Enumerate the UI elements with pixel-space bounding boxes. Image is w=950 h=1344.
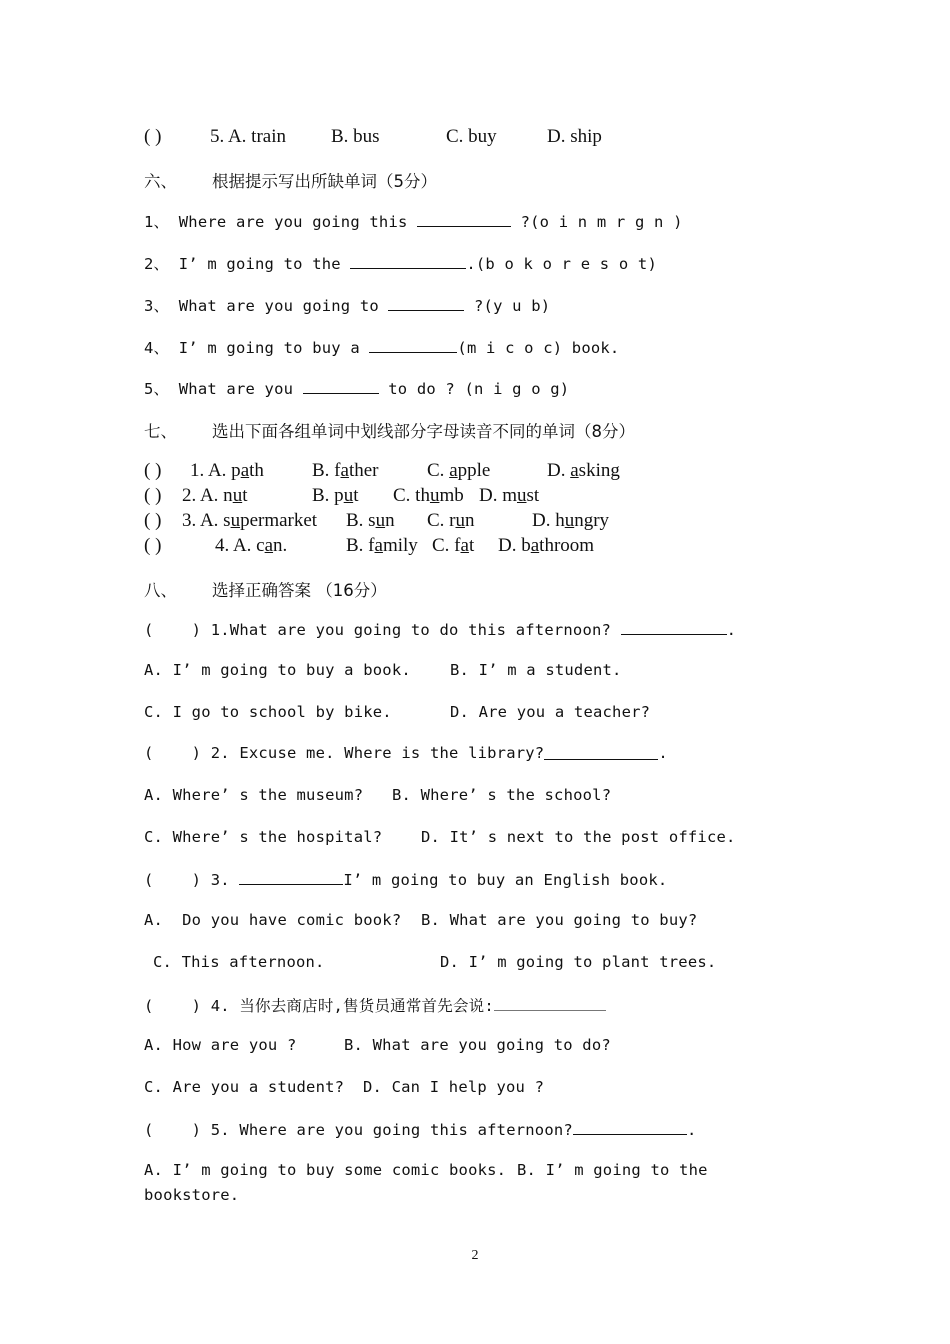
- answer-blank[interactable]: .: [544, 744, 658, 760]
- fill-item-3: 3、 What are you going to ?(y u b): [144, 297, 551, 315]
- option-d: D. must: [479, 485, 540, 506]
- option-a: 3. A. supermarket: [182, 510, 318, 531]
- option-b: B. father: [312, 460, 379, 481]
- section-number: 八、: [144, 581, 177, 600]
- option-a: 1. A. path: [190, 460, 264, 481]
- option-d: D. asking: [547, 460, 620, 481]
- answer-blank[interactable]: [573, 1119, 687, 1135]
- fill-item-2: 2、 I’ m going to the .(b o k o r e s o t): [144, 255, 657, 273]
- answer-blank[interactable]: [303, 378, 379, 394]
- fill-item-1: 1、 Where are you going this ?(o i n m r g n ): [144, 213, 683, 231]
- section-title: 根据提示写出所缺单词（5分）: [212, 172, 437, 191]
- option-c: C. buy: [446, 126, 497, 147]
- answer-blank[interactable]: [417, 211, 511, 227]
- option-c: C. apple: [427, 460, 491, 481]
- section-number: 六、: [144, 172, 177, 191]
- option-d: D. ship: [547, 126, 602, 147]
- choice-question-4: ( ) 4. 当你去商店时,售货员通常首先会说:: [144, 994, 606, 1016]
- page-number: 2: [471, 1248, 479, 1263]
- choice-question-5: ( ) 5. Where are you going this afternoon? .: [144, 1121, 697, 1139]
- option-c: C. thumb: [393, 485, 464, 506]
- option-b: B. family: [346, 535, 418, 556]
- choice-question-1: ( ) 1.What are you going to do this afternoon? .: [144, 621, 737, 639]
- answer-blank[interactable]: [350, 253, 466, 269]
- choice-question-3: ( ) 3. I’ m going to buy an English book.: [144, 871, 668, 889]
- option-a: 5. A. train: [210, 126, 286, 147]
- answer-blank[interactable]: [369, 337, 457, 353]
- option-b: B. put: [312, 485, 359, 506]
- option-b: B. bus: [331, 126, 380, 147]
- option-c: C. fat: [432, 535, 475, 556]
- fill-item-5: 5、 What are you to do ? (n i g o g): [144, 380, 570, 398]
- answer-blank[interactable]: [494, 995, 606, 1011]
- option-c: C. run: [427, 510, 475, 531]
- option-d: D. hungry: [532, 510, 610, 531]
- option-b: B. sun: [346, 510, 395, 531]
- option-a: 4. A. can.: [215, 535, 288, 556]
- choice-question-2: ( ) 2. Excuse me. Where is the library? .: [144, 744, 668, 762]
- section-number: 七、: [144, 422, 177, 441]
- answer-blank[interactable]: [621, 619, 727, 635]
- fill-item-4: 4、 I’ m going to buy a (m i c o c) book.: [144, 339, 620, 357]
- section-title: 选出下面各组单词中划线部分字母读音不同的单词（8分）: [212, 422, 635, 441]
- option-a: 2. A. nut: [182, 485, 248, 506]
- option-d: D. bathroom: [498, 535, 595, 556]
- answer-paren: ( ): [144, 126, 162, 147]
- answer-blank[interactable]: [239, 869, 343, 885]
- section-title: 选择正确答案 （16分）: [212, 581, 387, 600]
- answer-blank[interactable]: [388, 295, 464, 311]
